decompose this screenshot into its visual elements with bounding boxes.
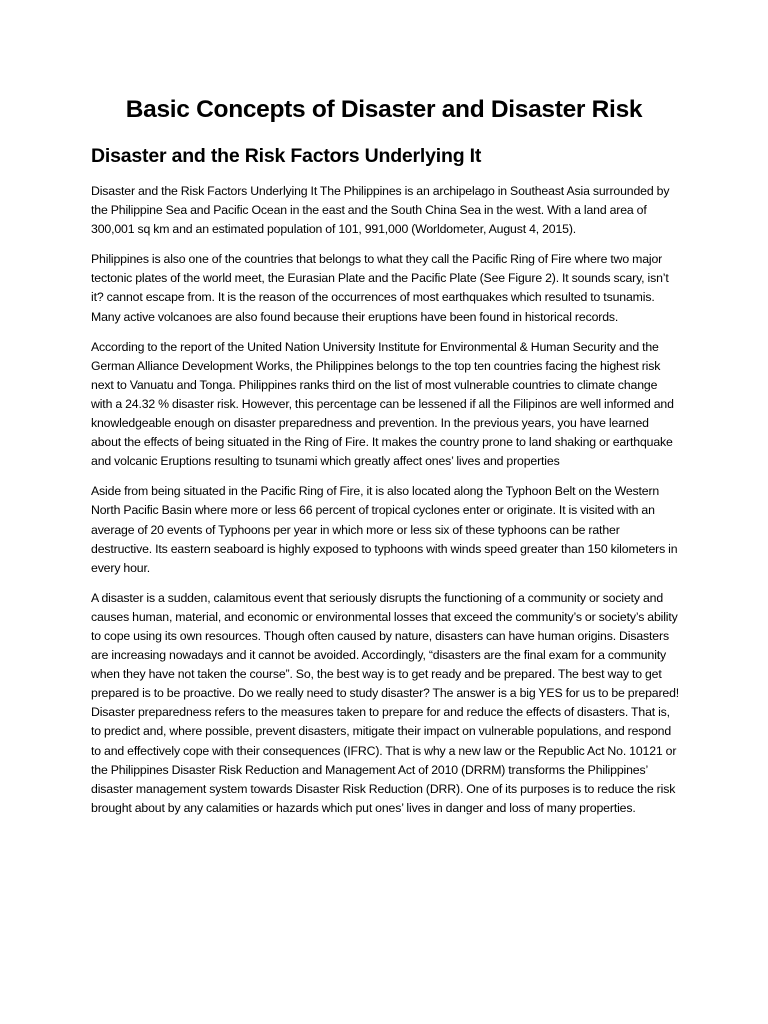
section-heading: Disaster and the Risk Factors Underlying It <box>91 145 482 167</box>
body-text <box>91 182 681 829</box>
paragraph-typhoon-belt: Aside from being situated in the Pacific Ring of Fire, it is also located along the Typhoon Belt on the Western North Pacific Basin where more or less 66 percent of tropical cyclones enter or originate. It is visited with an average of 20 events of Typhoons per year in which more or less six of these typhoons can be rather destructive. Its eastern seaboard is highly exposed to typhoons with winds speed greater than 150 kilometers in every hour. <box>91 484 678 575</box>
paragraph-location: Disaster and the Risk Factors Underlying It The Philippines is an archipelago in Southeast Asia surrounded by the Philippine Sea and Pacific Ocean in the east and the South China Sea in the west. With a land area of 300,001 sq km and an estimated population of 101, 991,000 (Worldometer, August 4, 2015). <box>91 184 670 237</box>
paragraph-ring-of-fire: Philippines is also one of the countries that belongs to what they call the Pacific Ring of Fire where two major tectonic plates of the world meet, the Eurasian Plate and the Pacific Plate (See Figure 2). It sounds scary, isn’t it? cannot escape from. It is the reason of the occurrences of most earthquakes which resulted to tsunamis. Many active volcanoes are also found because their eruptions have been found in historical records. <box>91 252 669 324</box>
document-title: Basic Concepts of Disaster and Disaster Risk <box>125 96 643 123</box>
paragraph-risk-report: According to the report of the United Nation University Institute for Environmental & Human Security and the German Alliance Development Works, the Philippines belongs to the top ten countries facing the highest risk next to Vanuatu and Tonga. Philippines ranks third on the list of most vulnerable countries to climate change with a 24.32 % disaster risk. However, this percentage can be lessened if all the Filipinos are well informed and knowledgeable enough on disaster preparedness and prevention. In the previous years, you have learned about the effects of being situated in the Ring of Fire. It makes the country prone to land shaking or earthquake and volcanic Eruptions resulting to tsunami which greatly affect ones’ lives and properties <box>91 339 674 469</box>
paragraph-disaster-definition: A disaster is a sudden, calamitous event that seriously disrupts the functioning of a community or society and causes human, material, and economic or environmental losses that exceed the community’s or society’s ability to cope using its own resources. Though often caused by nature, disasters can have human origins. Disasters are increasing nowadays and it cannot be avoided. Accordingly, “disasters are the final exam for a community when they have not taken the course”. So, the best way is to get ready and be prepared. The best way to get prepared is to be proactive. Do we really need to study disaster? The answer is a big YES for us to be prepared! Disaster preparedness refers to the measures taken to prepare for and reduce the effects of disasters. That is, to predict and, where possible, prevent disasters, mitigate their impact on vulnerable populations, and respond to and effectively cope with their consequences (IFRC). That is why a new law or the Republic Act No. 10121 or the Philippines Disaster Risk Reduction and Management Act of 2010 (DRRM) transforms the Philippines’ disaster management system towards Disaster Risk Reduction (DRR). One of its purposes is to reduce the risk brought about by any calamities or hazards which put ones’ lives in danger and loss of many properties. <box>91 590 680 815</box>
